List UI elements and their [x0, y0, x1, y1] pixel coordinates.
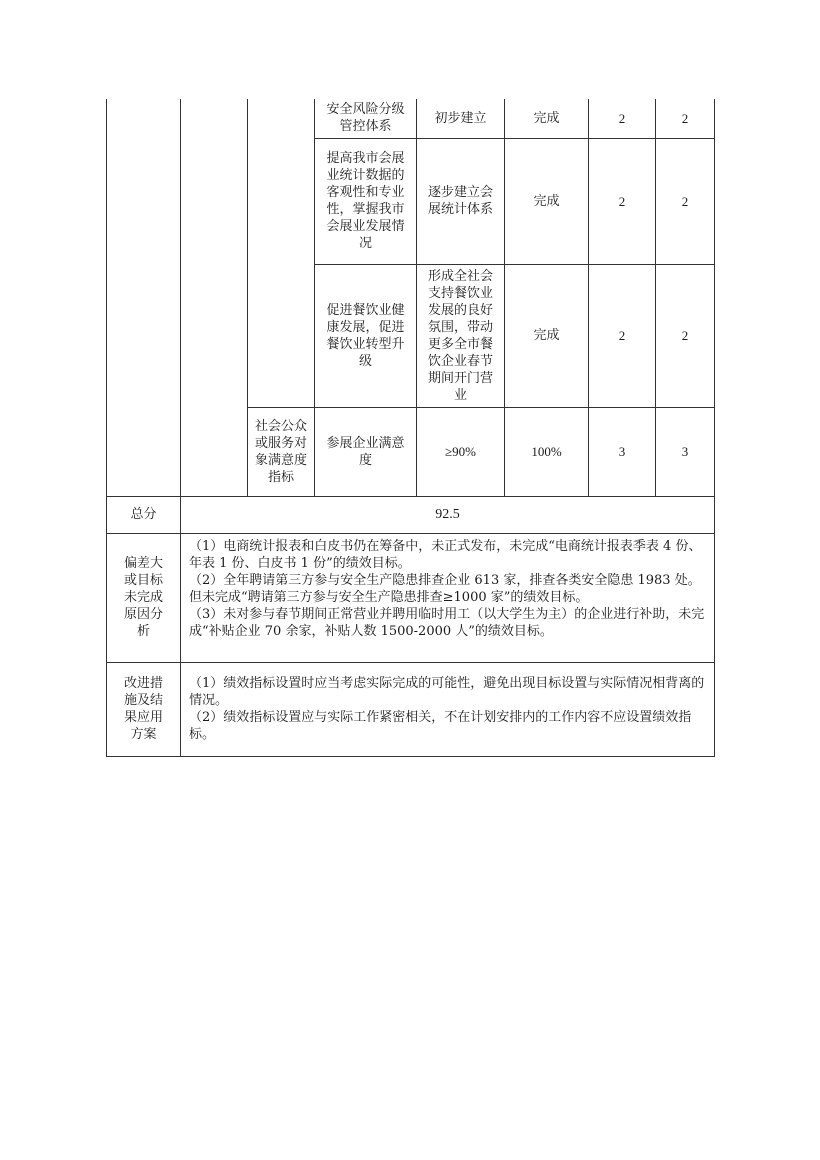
category-cell: 社会公众或服务对象满意度指标 — [248, 407, 315, 496]
weight-cell: 2 — [589, 264, 656, 407]
deviation-content — [181, 533, 715, 662]
improvement-label: 改进措施及结果应用方案 — [107, 662, 181, 756]
third-level-cell — [248, 99, 315, 407]
total-row — [107, 496, 715, 533]
indicator-cell: 安全风险分级管控体系 — [315, 99, 417, 138]
deviation-row — [107, 533, 715, 662]
weight-cell: 2 — [589, 99, 656, 138]
improvement-content — [181, 662, 715, 756]
target-cell: 逐步建立会展统计体系 — [417, 138, 505, 264]
deviation-item: （3）未对参与春节期间正常营业并聘用临时用工（以大学生为主）的企业进行补助，未完成“补贴企业 70 余家，补贴人数 1500-2000 人”的绩效目标。 — [189, 606, 705, 639]
actual-cell: 完成 — [505, 99, 589, 138]
actual-cell: 100% — [505, 407, 589, 496]
indicator-cell: 提高我市会展业统计数据的客观性和专业性，掌握我市会展业发展情况 — [315, 138, 417, 264]
improvement-item: （1）绩效指标设置时应当考虑实际完成的可能性，避免出现目标设置与实际情况相背离的情况。 — [189, 676, 705, 708]
score-cell: 3 — [656, 407, 715, 496]
target-cell: 形成全社会支持餐饮业发展的良好氛围，带动更多全市餐饮企业春节期间开门营业 — [417, 264, 505, 407]
deviation-item: （2）全年聘请第三方参与安全生产隐患排查企业 613 家，排查各类安全隐患 1983 处。但未完成“聘请第三方参与安全生产隐患排查≥1000 家”的绩效目标。 — [189, 572, 701, 605]
indicator-cell: 促进餐饮业健康发展，促进餐饮业转型升级 — [315, 264, 417, 407]
actual-cell: 完成 — [505, 138, 589, 264]
score-cell: 2 — [656, 138, 715, 264]
total-label: 总分 — [107, 496, 181, 533]
performance-table — [106, 99, 715, 757]
score-cell: 2 — [656, 99, 715, 138]
target-cell: 初步建立 — [417, 99, 505, 138]
actual-cell: 完成 — [505, 264, 589, 407]
improvement-row — [107, 662, 715, 756]
second-level-cell — [181, 99, 248, 496]
score-cell: 2 — [656, 264, 715, 407]
table-row — [107, 99, 715, 138]
target-cell: ≥90% — [417, 407, 505, 496]
weight-cell: 2 — [589, 138, 656, 264]
weight-cell: 3 — [589, 407, 656, 496]
first-level-cell — [107, 99, 181, 496]
deviation-label: 偏差大或目标未完成原因分析 — [107, 533, 181, 662]
improvement-item: （2）绩效指标设置应与实际工作紧密相关，不在计划安排内的工作内容不应设置绩效指标。 — [189, 710, 692, 742]
deviation-item: （1）电商统计报表和白皮书仍在筹备中，未正式发布，未完成“电商统计报表季表 4 份、年表 1 份、白皮书 1 份”的绩效目标。 — [189, 538, 702, 571]
indicator-cell: 参展企业满意度 — [315, 407, 417, 496]
total-value: 92.5 — [181, 496, 715, 533]
